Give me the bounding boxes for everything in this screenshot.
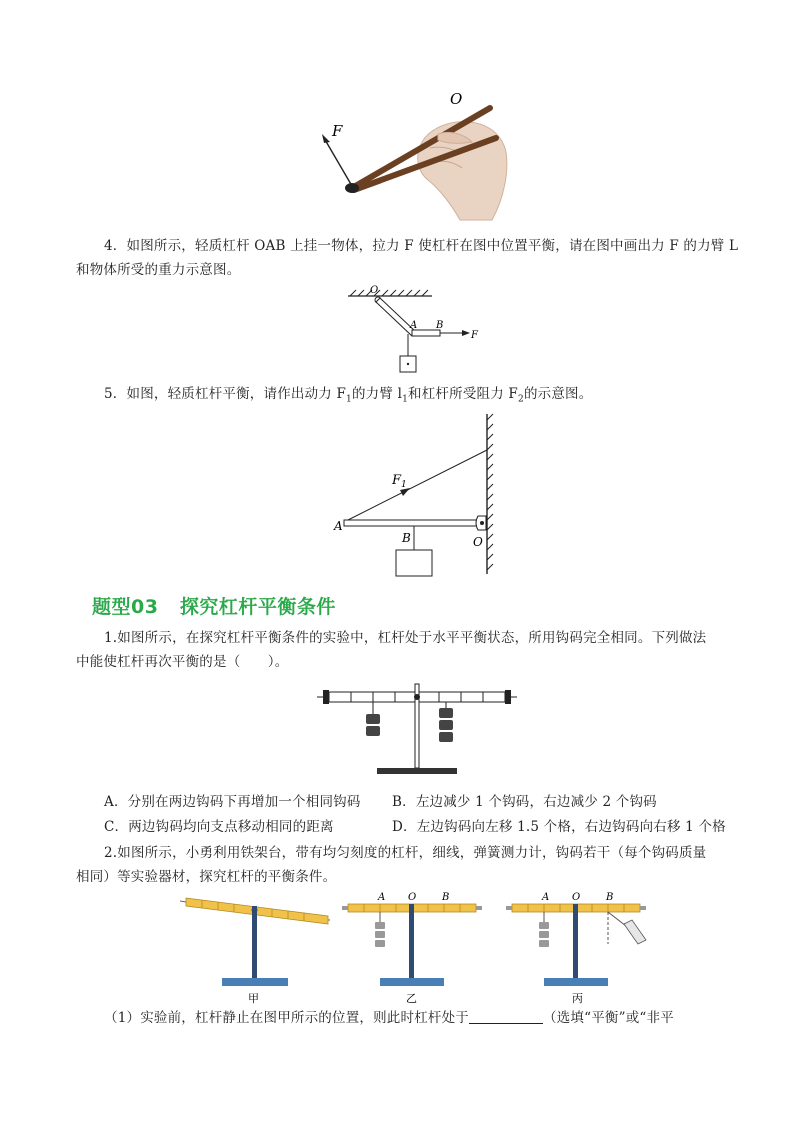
lever-wall-figure <box>330 410 510 582</box>
label-b: B <box>442 892 450 903</box>
answer-blank[interactable] <box>469 1007 543 1024</box>
q4-line1: 4．如图所示，轻质杠杆 OAB 上挂一物体，拉力 F 使杠杆在图中位置平衡，请在图中画出力 F 的力臂 L <box>104 238 739 254</box>
label-f: F <box>471 330 478 341</box>
section-title: 探究杠杆平衡条件 <box>179 596 336 618</box>
label-o: O <box>408 892 417 903</box>
p1-line1: 1.如图所示，在探究杠杆平衡条件的实验中，杠杆处于水平平衡状态，所用钩码完全相同。下列做法 <box>104 630 707 646</box>
label-a: A <box>378 892 386 903</box>
p2-line2: 相同）等实验器材，探究杠杆的平衡条件。 <box>76 869 337 885</box>
label-a: A <box>542 892 550 903</box>
label-yi: 乙 <box>406 992 417 1004</box>
lever-stand-figure <box>315 680 520 780</box>
setup-yi-figure <box>342 886 482 1004</box>
setup-bing-figure <box>506 886 656 1004</box>
label-bing: 丙 <box>572 992 583 1004</box>
label-jia: 甲 <box>248 992 259 1004</box>
force-arrow <box>324 138 352 186</box>
label-a: A <box>410 320 418 331</box>
lever-bar <box>344 520 484 526</box>
chopsticks-figure <box>310 90 520 225</box>
label-f1: $F_1$ <box>392 473 407 490</box>
label-b: B <box>402 531 411 545</box>
label-f: F <box>332 122 343 140</box>
q4-line2: 和物体所受的重力示意图。 <box>76 262 241 278</box>
p1-line2: 中能使杠杆再次平衡的是（ ）。 <box>76 654 289 670</box>
section-code: 题型03 <box>92 596 159 618</box>
p2-line1: 2.如图所示，小勇利用铁架台，带有均匀刻度的杠杆，细线，弹簧测力计，钩码若干（每个钩码质量 <box>104 845 707 861</box>
label-o: O <box>473 535 483 549</box>
label-o: O <box>370 285 379 296</box>
label-o: O <box>572 892 581 903</box>
section-heading <box>92 592 336 619</box>
label-a: A <box>334 519 343 533</box>
option-b: B．左边减少 1 个钩码，右边减少 2 个钩码 <box>392 794 657 810</box>
lever-oab-figure <box>340 282 490 382</box>
label-o: O <box>450 90 463 108</box>
q5-text: 5．如图，轻质杠杆平衡，请作出动力 $F_1$的力臂 $l_1$和杠杆所受阻力 $F_2$的示意图。 <box>104 386 593 405</box>
option-c: C．两边钩码均向支点移动相同的距离 <box>104 819 334 835</box>
option-d: D．左边钩码向左移 1.5 个格，右边钩码向右移 1 个格 <box>392 819 726 835</box>
p2-sub1: （1）实验前，杠杆静止在图甲所示的位置，则此时杠杆处于 （选填“平衡”或“非平 <box>104 1006 674 1030</box>
setup-jia-figure <box>180 886 330 1004</box>
hanging-block <box>396 550 432 576</box>
option-a: A．分别在两边钩码下再增加一个相同钩码 <box>104 794 361 810</box>
label-b: B <box>436 320 444 331</box>
held-object <box>345 183 359 193</box>
label-b: B <box>606 892 614 903</box>
